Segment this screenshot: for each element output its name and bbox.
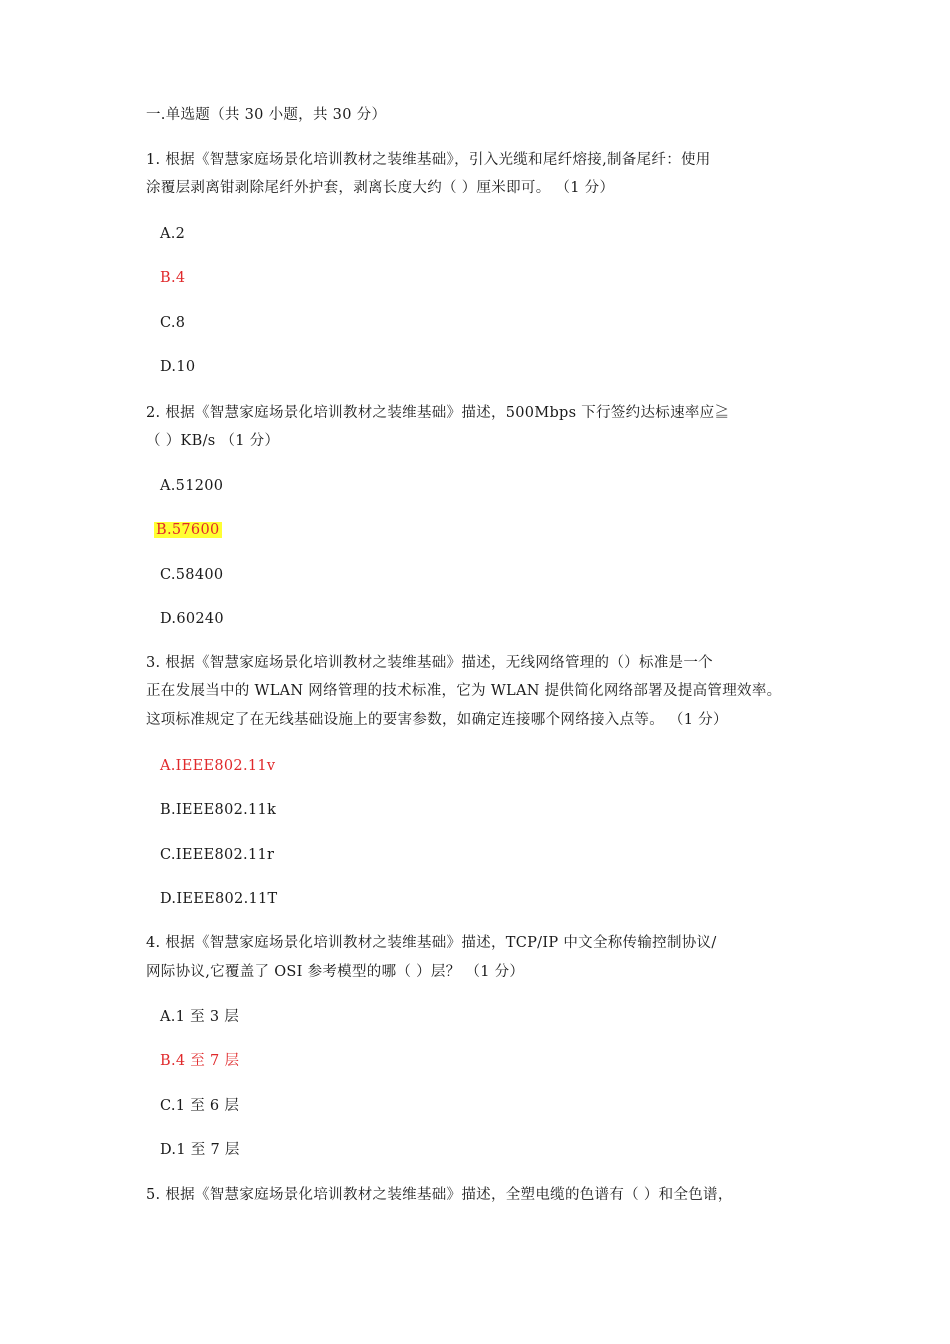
question-2-line-2: （ ）KB/s （1 分） (146, 433, 280, 449)
question-4-option-a: A.1 至 3 层 (160, 1009, 240, 1025)
question-4-option-c: C.1 至 6 层 (160, 1098, 240, 1114)
question-4-line-2: 网际协议,它覆盖了 OSI 参考模型的哪（ ）层？ （1 分） (146, 964, 525, 980)
question-1-line-1: 1. 根据《智慧家庭场景化培训教材之装维基础》，引入光缆和尾纤熔接,制备尾纤：使用 (146, 152, 711, 168)
question-1-line-2: 涂覆层剥离钳剥除尾纤外护套，剥离长度大约（ ）厘米即可。 （1 分） (146, 180, 615, 196)
answer-highlight: B.57600 (156, 522, 220, 538)
question-2-option-c: C.58400 (160, 567, 224, 583)
question-1-option-a: A.2 (160, 226, 186, 242)
question-2-option-a: A.51200 (160, 478, 224, 494)
question-4-option-b-answer: B.4 至 7 层 (160, 1053, 240, 1069)
section-title: 一.单选题（共 30 小题，共 30 分） (146, 107, 387, 123)
question-1-option-c: C.8 (160, 315, 186, 331)
question-2-option-d: D.60240 (160, 611, 224, 627)
question-2-line-1: 2. 根据《智慧家庭场景化培训教材之装维基础》描述，500Mbps 下行签约达标速率应≧ (146, 405, 730, 421)
question-3-line-3: 这项标准规定了在无线基础设施上的要害参数，如确定连接哪个网络接入点等。 （1 分） (146, 712, 728, 728)
question-4-option-d: D.1 至 7 层 (160, 1142, 240, 1158)
question-3-option-d: D.IEEE802.11T (160, 891, 278, 907)
question-2-option-b-answer (156, 516, 830, 544)
question-5-line-1: 5. 根据《智慧家庭场景化培训教材之装维基础》描述，全塑电缆的色谱有（ ）和全色谱， (146, 1187, 733, 1203)
question-3-option-c: C.IEEE802.11r (160, 847, 275, 863)
question-3-option-b: B.IEEE802.11k (160, 802, 277, 818)
question-3-line-1: 3. 根据《智慧家庭场景化培训教材之装维基础》描述，无线网络管理的（）标准是一个 (146, 655, 713, 671)
question-1-option-b-answer: B.4 (160, 270, 186, 286)
question-4-line-1: 4. 根据《智慧家庭场景化培训教材之装维基础》描述，TCP/IP 中文全称传输控制协议/ (146, 935, 717, 951)
question-1-option-d: D.10 (160, 359, 196, 375)
question-3-line-2: 正在发展当中的 WLAN 网络管理的技术标准，它为 WLAN 提供简化网络部署及提高管理效率。 (146, 683, 782, 699)
question-3-option-a-answer: A.IEEE802.11v (160, 758, 276, 774)
